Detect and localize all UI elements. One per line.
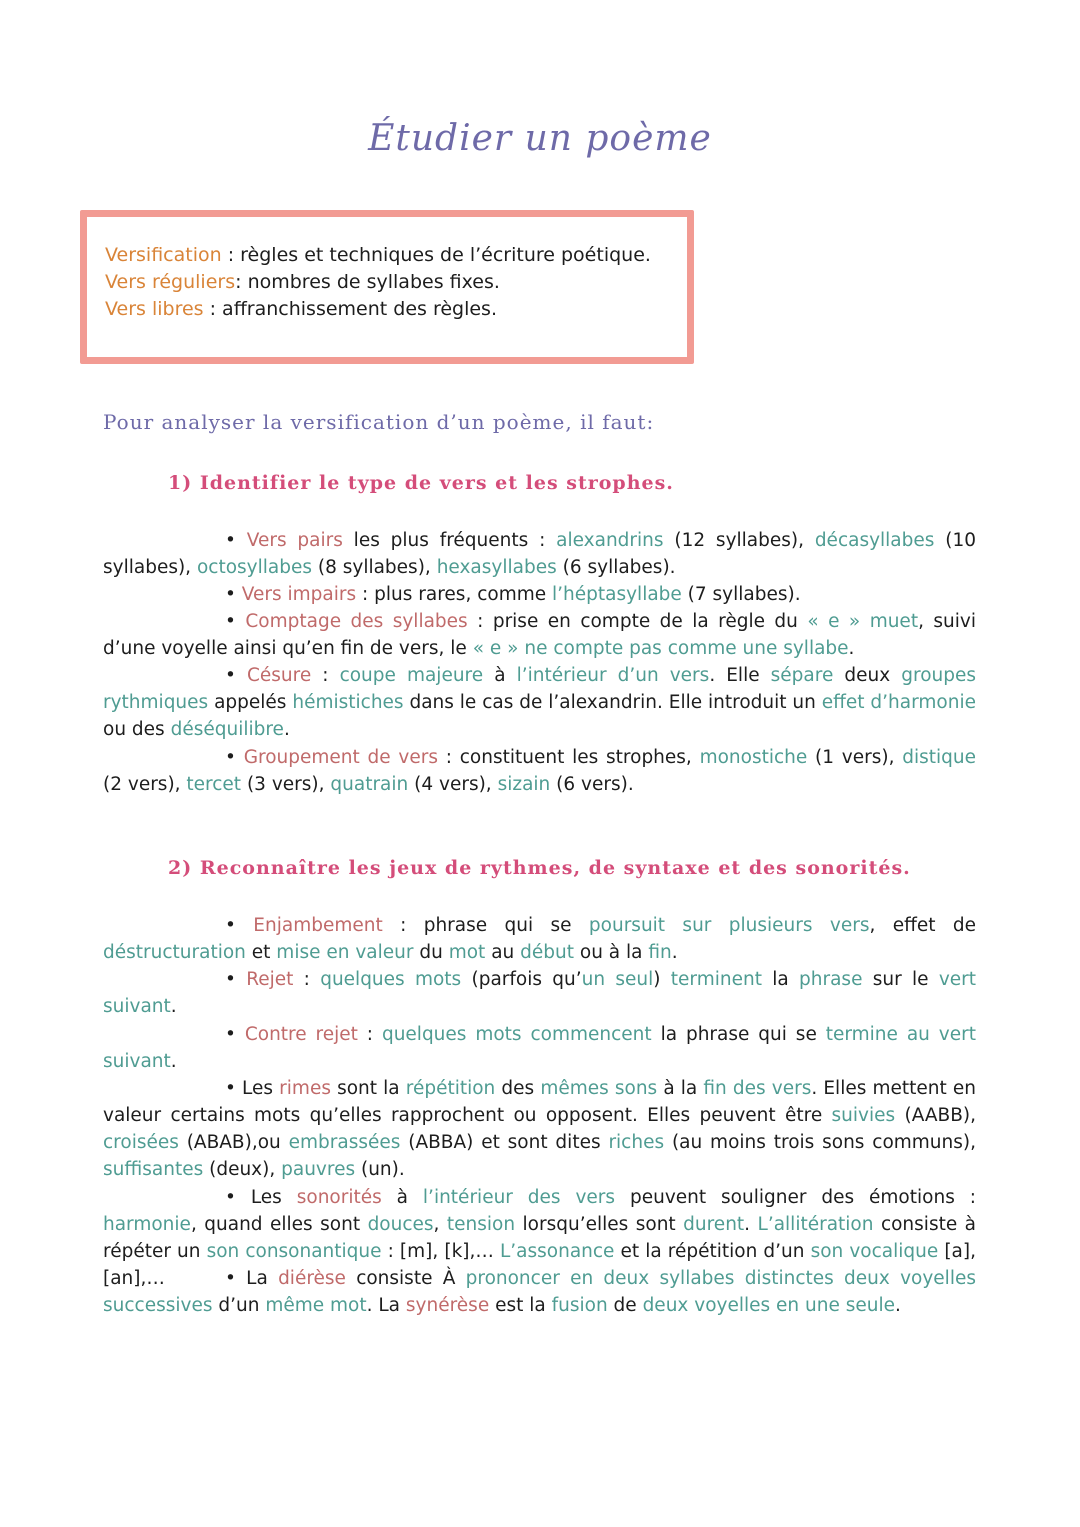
highlighted-term: alexandrins [556,530,664,551]
body-text: deux [833,665,902,686]
definition-term: Versification [105,244,222,266]
highlighted-term: décasyllabes [814,530,935,551]
highlighted-term: quelques mots [320,969,462,990]
highlighted-term: Vers pairs [246,530,343,551]
highlighted-term: deux voyelles en une seule [642,1295,895,1316]
paragraph-comptage [103,608,976,662]
paragraph-dierese [103,1265,976,1319]
body-text: et [245,942,277,963]
body-text: sont la [330,1078,406,1099]
body-text: • [225,584,242,605]
body-text: : [293,969,321,990]
body-text: , [433,1214,447,1235]
highlighted-term: fin des vers [703,1078,812,1099]
body-text: (1 vers), [807,747,903,768]
highlighted-term: un seul [581,969,654,990]
highlighted-term: vert suivant [103,969,977,1017]
body-text: de [607,1295,643,1316]
body-text: . La [366,1295,406,1316]
highlighted-term: l’intérieur d’un vers [516,665,710,686]
body-text: (12 syllabes), [663,530,815,551]
highlighted-term: son consonantique [206,1241,382,1262]
highlighted-term: même mot [265,1295,367,1316]
body-text: à [483,665,517,686]
paragraph-groupement [103,744,976,798]
body-text: (ABBA) et sont dites [400,1132,609,1153]
highlighted-term: Césure [246,665,312,686]
body-text: peuvent souligner des émotions : [615,1187,976,1208]
paragraph-vers-pairs [103,527,976,581]
definition-text: affranchissement des règles. [222,298,497,320]
body-text: lorsqu’elles sont [515,1214,684,1235]
body-text: • Les [225,1078,280,1099]
body-text: : [m], [k],… [381,1241,500,1262]
highlighted-term: « e » muet [807,611,919,632]
page-title: Étudier un poème [368,118,712,159]
body-text: • [225,611,246,632]
body-text: : constituent les strophes, [438,747,700,768]
paragraph-enjambement [103,912,976,966]
highlighted-term: mot [448,942,486,963]
body-text: , quand elles sont [190,1214,368,1235]
body-text: . [170,1051,177,1072]
highlighted-term: pauvres [281,1159,356,1180]
definition-line: Vers réguliers: nombres de syllabes fixes. [105,271,500,293]
body-text: consiste À [345,1268,466,1289]
body-text: (8 syllabes), [311,557,437,578]
highlighted-term: effet d’harmonie [821,692,976,713]
intro-heading: Pour analyser la versification d’un poème, il faut: [103,410,655,434]
highlighted-term: « e » ne compte pas comme une syllabe [472,638,849,659]
body-text: la [761,969,800,990]
body-text: du [413,942,449,963]
highlighted-term: l’héptasyllabe [552,584,682,605]
section-heading-2: 2) Reconnaître les jeux de rythmes, de syntaxe et des sonorités. [168,857,911,879]
highlighted-term: quatrain [330,774,409,795]
body-text: • [225,665,247,686]
body-text: : [311,665,340,686]
highlighted-term: embrassées [288,1132,401,1153]
section-heading-1: 1) Identifier le type de vers et les strophes. [168,472,674,494]
body-text: • [225,969,247,990]
body-text: (parfois qu’ [461,969,582,990]
body-text: (3 vers), [241,774,331,795]
body-text: : phrase qui se [382,915,589,936]
body-text: ou à la [574,942,649,963]
body-text: . [744,1214,758,1235]
highlighted-term: suffisantes [103,1159,204,1180]
paragraph-contre-rejet [103,1021,976,1075]
body-text: à [381,1187,423,1208]
definition-term: Vers réguliers [105,271,236,293]
highlighted-term: durent [683,1214,745,1235]
highlighted-term: groupes rythmiques [103,665,976,713]
highlighted-term: répétition [405,1078,496,1099]
body-text: • La [225,1268,279,1289]
body-text: (AABB), [895,1105,977,1126]
paragraph-cesure [103,662,976,743]
body-text: , effet de [869,915,977,936]
body-text: : [357,1024,382,1045]
body-text: ou des [103,719,171,740]
highlighted-term: douces [367,1214,434,1235]
body-text: • [225,1024,245,1045]
highlighted-term: synérèse [405,1295,490,1316]
highlighted-term: début [520,942,574,963]
highlighted-term: son vocalique [810,1241,939,1262]
highlighted-term: tercet [186,774,242,795]
highlighted-term: Comptage des syllabes [245,611,468,632]
highlighted-term: sonorités [296,1187,382,1208]
body-text: et la répétition d’un [614,1241,811,1262]
body-text: . [283,719,290,740]
body-text: la phrase qui se [651,1024,826,1045]
highlighted-term: hexasyllabes [436,557,557,578]
body-text: les plus fréquents : [342,530,557,551]
highlighted-term: croisées [103,1132,179,1153]
highlighted-term: fusion [551,1295,608,1316]
definition-box [80,210,694,364]
highlighted-term: octosyllabes [196,557,312,578]
highlighted-term: prononcer en deux syllabes distinctes deux voyelles successives [103,1268,976,1316]
body-text: consiste à répéter un [103,1214,977,1262]
highlighted-term: Vers impairs [241,584,357,605]
highlighted-term: phrase [799,969,863,990]
highlighted-term: déséquilibre [170,719,284,740]
highlighted-term: tension [446,1214,516,1235]
body-text: (2 vers), [103,774,187,795]
body-text: (7 syllabes). [681,584,801,605]
definition-line: Vers libres : affranchissement des règles. [105,298,497,320]
highlighted-term: poursuit sur plusieurs vers [588,915,870,936]
body-text: (6 vers). [550,774,634,795]
highlighted-term: Groupement de vers [243,747,438,768]
body-text: • Les [225,1187,297,1208]
definition-term: Vers libres [105,298,204,320]
highlighted-term: quelques mots commencent [381,1024,652,1045]
body-text: • [225,915,254,936]
highlighted-term: l’intérieur des vers [422,1187,616,1208]
body-text: . Elle [709,665,771,686]
body-text: est la [489,1295,552,1316]
definition-text: nombres de syllabes fixes. [247,271,500,293]
body-text: : plus rares, comme [356,584,552,605]
definition-text: règles et techniques de l’écriture poétique. [240,244,651,266]
highlighted-term: Contre rejet [244,1024,358,1045]
body-text: . [895,1295,901,1316]
body-text: (deux), [203,1159,282,1180]
highlighted-term: sizain [497,774,551,795]
body-text: • [225,747,244,768]
highlighted-term: Rejet [246,969,294,990]
body-text: . Elles mettent en valeur certains mots qu’elles rapprochent ou opposent. Elles peuvent être [103,1078,976,1126]
definition-line: Versification : règles et techniques de l’écriture poétique. [105,244,651,266]
highlighted-term: sépare [770,665,834,686]
body-text: . [170,996,177,1017]
highlighted-term: riches [608,1132,665,1153]
body-text: (un). [355,1159,405,1180]
highlighted-term: terminent [670,969,762,990]
highlighted-term: L’allitération [757,1214,874,1235]
body-text: appelés [208,692,293,713]
paragraph-vers-impairs [103,581,976,608]
body-text: (ABAB),ou [178,1132,289,1153]
highlighted-term: fin [648,942,672,963]
highlighted-term: distique [902,747,976,768]
body-text: • [225,530,247,551]
body-text: des [495,1078,541,1099]
highlighted-term: harmonie [103,1214,191,1235]
highlighted-term: monostiche [699,747,808,768]
highlighted-term: mise en valeur [276,942,414,963]
highlighted-term: [a], [an],… [103,1241,976,1289]
body-text: , suivi d’une voyelle ainsi qu’en fin de vers, le [103,611,976,659]
body-text: (au moins trois sons communs), [664,1132,976,1153]
body-text: (10 syllabes), [103,530,976,578]
body-text: dans le cas de l’alexandrin. Elle introduit un [403,692,822,713]
body-text: . [848,638,855,659]
body-text: : prise en compte de la règle du [467,611,808,632]
body-text: ) [653,969,671,990]
highlighted-term: hémistiches [292,692,404,713]
highlighted-term: rimes [279,1078,331,1099]
body-text: sur le [862,969,939,990]
paragraph-rimes [103,1075,976,1183]
highlighted-term: suivies [831,1105,896,1126]
paragraph-rejet [103,966,976,1020]
body-text: (4 vers), [408,774,498,795]
body-text: à la [657,1078,704,1099]
highlighted-term: Enjambement [253,915,383,936]
highlighted-term: mêmes sons [540,1078,658,1099]
body-text: d’un [212,1295,266,1316]
body-text: (6 syllabes). [556,557,676,578]
highlighted-term: diérèse [278,1268,346,1289]
highlighted-term: L’assonance [499,1241,615,1262]
highlighted-term: termine au vert suivant [103,1024,976,1072]
body-text: au [485,942,521,963]
highlighted-term: coupe majeure [339,665,484,686]
body-text: . [671,942,678,963]
highlighted-term: déstructuration [103,942,246,963]
